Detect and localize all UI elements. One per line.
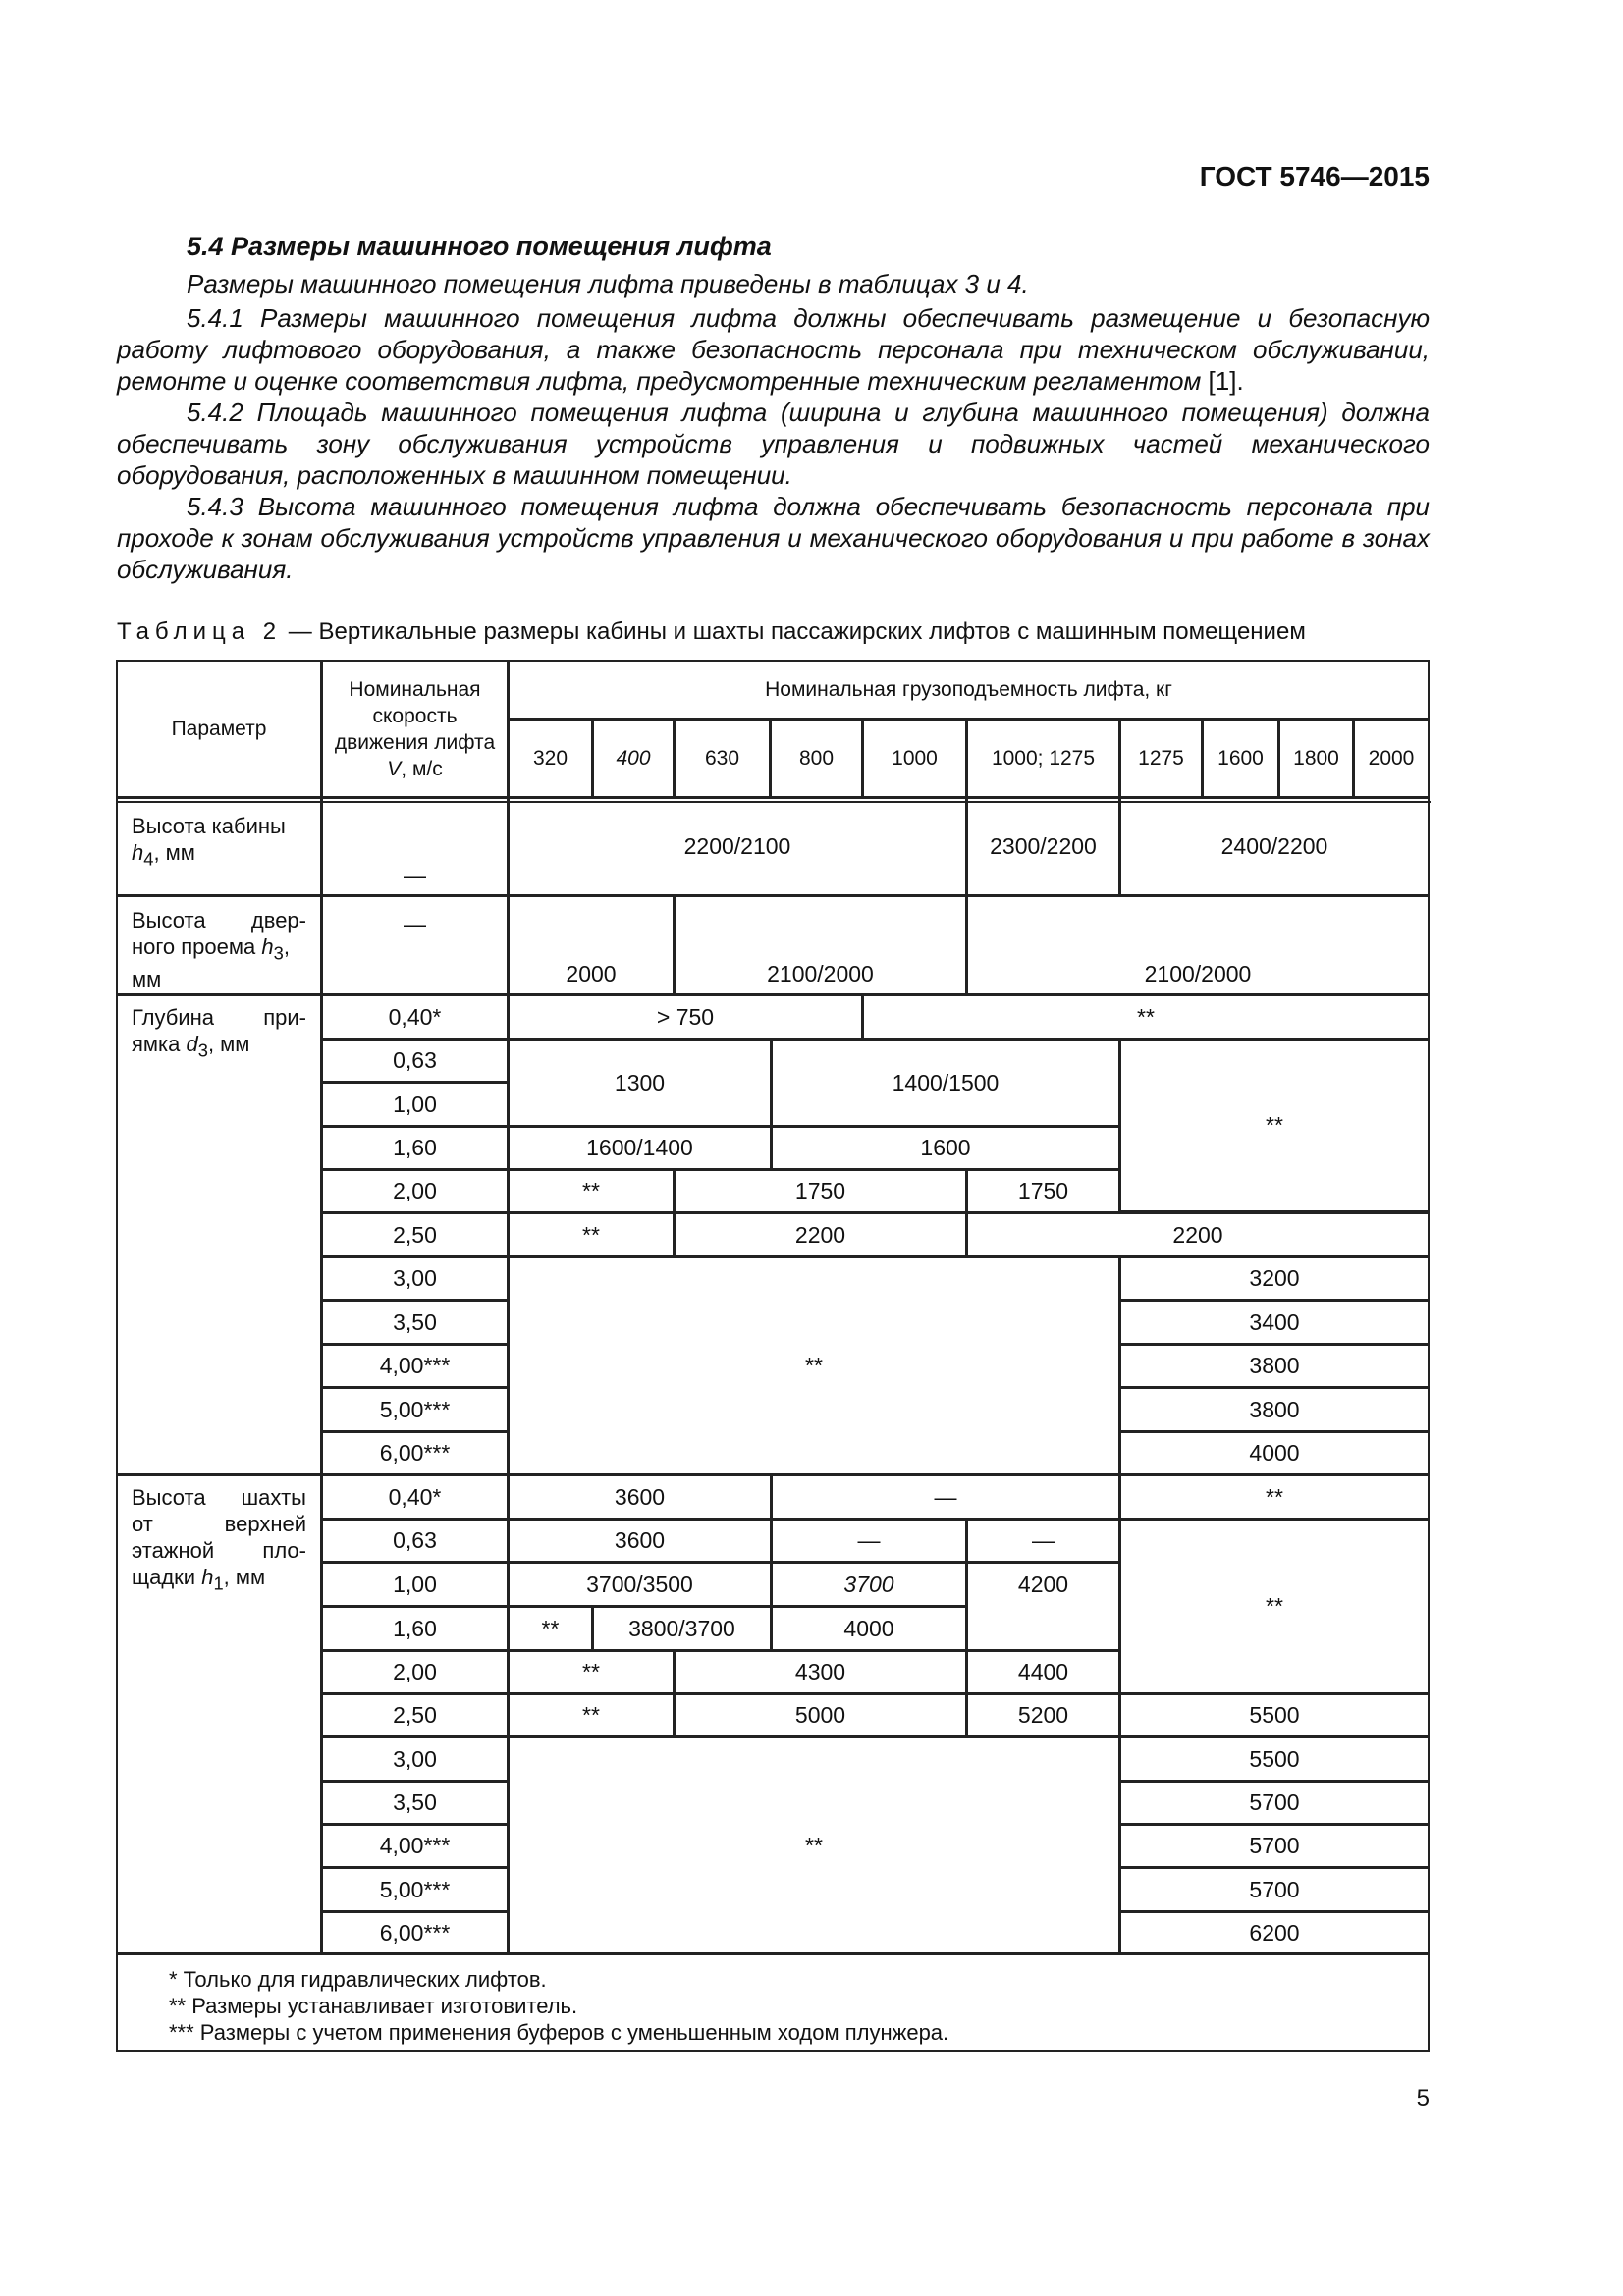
- page-number: 5: [1416, 2085, 1430, 2111]
- header-speed-var: V: [387, 757, 402, 780]
- section-title: 5.4 Размеры машинного помещения лифта: [187, 232, 772, 261]
- footnote-item: ** Размеры устанавливает изготовитель.: [169, 1994, 578, 2018]
- param-h4-sub: 4: [143, 848, 154, 870]
- cell-d3-200b: 1750: [674, 1169, 967, 1213]
- cell-speed: 2,50: [321, 1212, 509, 1257]
- header-load-cell: 800: [770, 719, 863, 798]
- cell-d3-stars-block: **: [1119, 1039, 1430, 1212]
- cell-d3-063a: 1300: [508, 1039, 772, 1127]
- footnote-item: *** Размеры с учетом применения буферов с уменьшенным ходом плунжера.: [169, 2020, 949, 2045]
- param-h3-comma: ,: [283, 934, 290, 959]
- header-load-cell: 1800: [1278, 719, 1354, 798]
- param-pit-depth: [116, 994, 322, 1475]
- document-code: ГОСТ 5746—2015: [1199, 161, 1430, 191]
- cell-d3-160b: 1600: [771, 1126, 1120, 1170]
- cell-speed: 3,00: [321, 1736, 509, 1782]
- cell-d3-040-stars: **: [862, 994, 1430, 1040]
- header-capacity: Номинальная грузоподъемность лифта, кг: [508, 660, 1430, 720]
- param-h1-label-b: от верхней: [132, 1512, 306, 1536]
- header-load-cell: 1275: [1119, 719, 1203, 798]
- cell-d3-stars-large: **: [508, 1256, 1120, 1475]
- param-h4-var: h: [132, 840, 144, 865]
- cell-speed: 2,00: [321, 1169, 509, 1213]
- cell-h1-200b: 4300: [674, 1650, 967, 1694]
- cell-h1-300: 5500: [1119, 1736, 1430, 1782]
- cell-h1-040c: **: [1119, 1474, 1430, 1520]
- cell-speed: 2,50: [321, 1693, 509, 1737]
- cell-h1-160b: 3800/3700: [592, 1606, 772, 1651]
- param-door-height-text: [132, 907, 306, 992]
- cell-speed: 0,40*: [321, 994, 509, 1040]
- cell-d3-400: 3800: [1119, 1344, 1430, 1388]
- cell-speed: 1,00: [321, 1562, 509, 1607]
- table-footnotes: [169, 1966, 948, 2046]
- cell-h1-160a: **: [508, 1606, 593, 1651]
- cell-h3-v2: 2100/2000: [674, 895, 967, 995]
- header-param: Параметр: [116, 660, 322, 798]
- header-load-cell: 630: [674, 719, 771, 798]
- cell-h1-160c: 4000: [771, 1606, 967, 1651]
- cell-h4-speed: —: [321, 797, 509, 896]
- cell-h4-v2: 2300/2200: [966, 797, 1120, 896]
- cell-speed: 2,00: [321, 1650, 509, 1694]
- cell-speed: 6,00***: [321, 1431, 509, 1475]
- paragraph-5-4-2: 5.4.2 Площадь машинного помещения лифта (ширина и глубина машинного помещения) должна обеспечивать зону обслуживания устройств управления и подвижных частей механического оборудования, расположенных в машинном помещении.: [117, 398, 1430, 490]
- cell-h3-v3: 2100/2000: [966, 895, 1430, 995]
- cell-h4-v1: 2200/2100: [508, 797, 967, 896]
- cell-d3-250b: 2200: [674, 1212, 967, 1257]
- header-speed: [321, 660, 509, 798]
- cell-h3-v1: 2000: [508, 895, 675, 995]
- paragraph-5-4-1-text: 5.4.1 Размеры машинного помещения лифта должны обеспечивать размещение и безопасную работу лифтового оборудования, а также безопасность персонала при техническом обслуживании, ремонте и оценке соответствия лифта, предусмотренные техническим регламентом: [117, 303, 1430, 396]
- regulation-reference: [1].: [1208, 366, 1244, 396]
- cell-h1-040a: 3600: [508, 1474, 772, 1520]
- param-d3-label-a: Глубина при-: [132, 1005, 306, 1030]
- cell-d3-500: 3800: [1119, 1387, 1430, 1432]
- cell-h1-250d: 5500: [1119, 1693, 1430, 1737]
- cell-speed: 6,00***: [321, 1911, 509, 1954]
- footnote-item: * Только для гидравлических лифтов.: [169, 1967, 547, 1992]
- cell-h1-200a: **: [508, 1650, 675, 1694]
- header-load-cell: 320: [508, 719, 593, 798]
- param-h1-label-d: щадки: [132, 1565, 202, 1589]
- cell-speed: 0,63: [321, 1519, 509, 1563]
- cell-d3-250a: **: [508, 1212, 675, 1257]
- cell-d3-600: 4000: [1119, 1431, 1430, 1475]
- param-shaft-height: [116, 1474, 322, 1954]
- cell-h1-100c: 4200: [966, 1562, 1120, 1651]
- cell-speed: 5,00***: [321, 1387, 509, 1432]
- cell-h1-250a: **: [508, 1693, 675, 1737]
- cell-speed: 0,40*: [321, 1474, 509, 1520]
- cell-d3-040: > 750: [508, 994, 863, 1040]
- cell-speed: 4,00***: [321, 1824, 509, 1868]
- cell-speed: 3,50: [321, 1300, 509, 1345]
- param-h3-sub: 3: [273, 942, 284, 964]
- cell-h1-063b: —: [771, 1519, 967, 1563]
- cell-h1-stars-large: **: [508, 1736, 1120, 1954]
- header-load-cell: 1000; 1275: [966, 719, 1120, 798]
- header-load-cell: 1000: [862, 719, 967, 798]
- param-d3-label-b: ямка: [132, 1032, 187, 1056]
- param-cabin-height: [116, 797, 322, 896]
- section-intro: Размеры машинного помещения лифта приведены в таблицах 3 и 4.: [187, 269, 1029, 298]
- cell-d3-200a: **: [508, 1169, 675, 1213]
- table-caption-text: — Вертикальные размеры кабины и шахты пассажирских лифтов с машинным помещением: [282, 618, 1306, 645]
- cell-h1-600: 6200: [1119, 1911, 1430, 1954]
- cell-speed: 1,00: [321, 1082, 509, 1127]
- cell-h1-063c: —: [966, 1519, 1120, 1563]
- cell-speed: 0,63: [321, 1039, 509, 1083]
- cell-h1-063a: 3600: [508, 1519, 772, 1563]
- param-pit-depth-text: [132, 1004, 306, 1063]
- param-h1-label-a: Высота шахты: [132, 1485, 306, 1510]
- cell-d3-300: 3200: [1119, 1256, 1430, 1301]
- cell-h1-500: 5700: [1119, 1867, 1430, 1912]
- param-d3-unit: , мм: [207, 1032, 250, 1056]
- cell-d3-160a: 1600/1400: [508, 1126, 772, 1170]
- cell-h1-040b: —: [771, 1474, 1120, 1520]
- param-h1-unit: , мм: [223, 1565, 266, 1589]
- header-load-cell: 1600: [1202, 719, 1279, 798]
- cell-speed: 4,00***: [321, 1344, 509, 1388]
- header-speed-text: [323, 676, 507, 782]
- param-h1-sub: 1: [213, 1573, 224, 1594]
- param-h1-label-c: этажной пло-: [132, 1538, 306, 1563]
- cell-h1-250b: 5000: [674, 1693, 967, 1737]
- cell-d3-063b: 1400/1500: [771, 1039, 1120, 1127]
- param-d3-sub: 3: [197, 1040, 208, 1061]
- header-load-cell: 400: [592, 719, 675, 798]
- cell-d3-350: 3400: [1119, 1300, 1430, 1345]
- param-d3-var: d: [186, 1032, 198, 1056]
- cell-h1-100b: 3700: [771, 1562, 967, 1607]
- header-load-cell: 2000: [1353, 719, 1430, 798]
- param-h3-label-a: Высота двер-: [132, 908, 306, 933]
- param-h4-label: Высота кабины: [132, 814, 286, 838]
- header-speed-label: Номинальная скорость движения лифта: [334, 677, 496, 754]
- param-h4-unit: , мм: [153, 840, 195, 865]
- paragraph-5-4-3: 5.4.3 Высота машинного помещения лифта должна обеспечивать безопасность персонала при проходе к зонам обслуживания устройств управления и механического оборудования и при работе в зонах обслуживания.: [117, 492, 1430, 584]
- param-shaft-height-text: [132, 1484, 306, 1596]
- cell-h1-250c: 5200: [966, 1693, 1120, 1737]
- cell-h1-100a: 3700/3500: [508, 1562, 772, 1607]
- cell-h1-350: 5700: [1119, 1781, 1430, 1825]
- param-door-height: [116, 895, 322, 995]
- cell-h1-200c: 4400: [966, 1650, 1120, 1694]
- cell-speed: 1,60: [321, 1606, 509, 1651]
- param-cabin-height-text: [132, 813, 286, 872]
- param-h3-var: h: [261, 934, 274, 959]
- cell-d3-250c: 2200: [966, 1212, 1430, 1257]
- cell-speed: 3,50: [321, 1781, 509, 1825]
- cell-h3-speed: —: [321, 895, 509, 995]
- cell-h1-stars-block: **: [1119, 1519, 1430, 1694]
- header-speed-unit: , м/с: [401, 757, 443, 780]
- cell-h1-400: 5700: [1119, 1824, 1430, 1868]
- table-caption-label: Таблица 2: [117, 618, 283, 645]
- cell-speed: 5,00***: [321, 1867, 509, 1912]
- param-h3-unit: мм: [132, 967, 162, 992]
- param-h1-var: h: [201, 1565, 214, 1589]
- param-h3-label-b: ного проема: [132, 934, 262, 959]
- cell-d3-200c: 1750: [966, 1169, 1120, 1213]
- cell-speed: 1,60: [321, 1126, 509, 1170]
- cell-h4-v3: 2400/2200: [1119, 797, 1430, 896]
- cell-speed: 3,00: [321, 1256, 509, 1301]
